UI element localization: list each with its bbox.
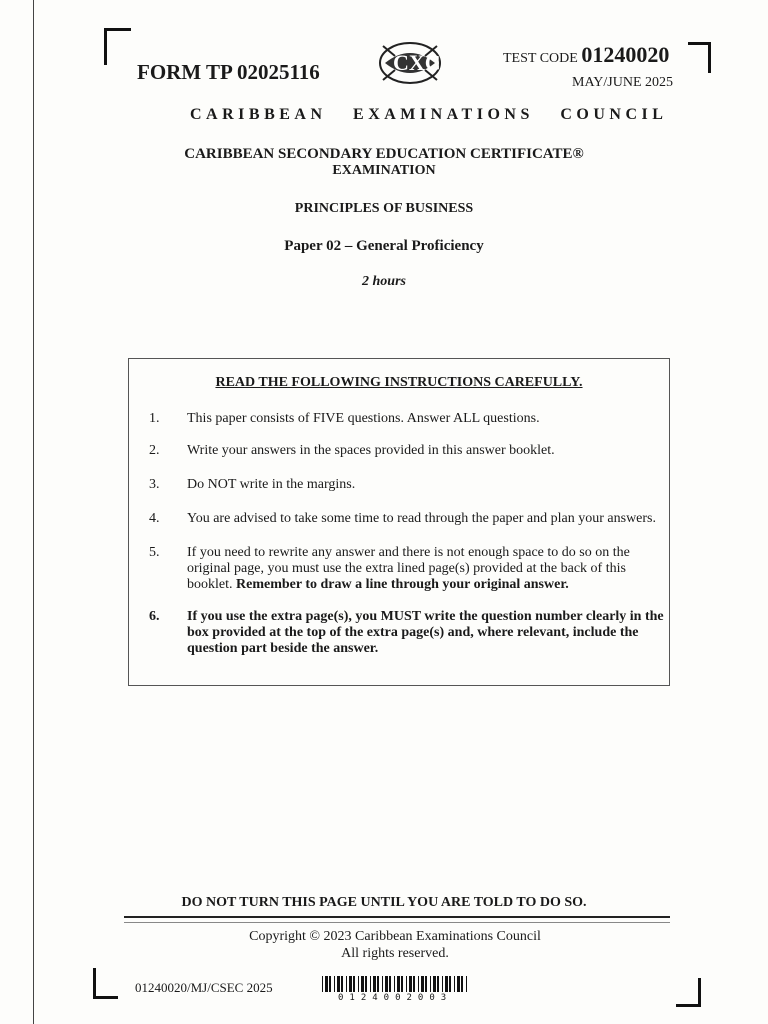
- certificate-subtitle: EXAMINATION: [332, 163, 436, 178]
- instruction-text: If you use the extra page(s), you MUST write the question number clearly in the box provided at the top of the extra page(s) and, where relevant, include the question part beside the answer.: [187, 609, 664, 656]
- do-not-turn-notice: DO NOT TURN THIS PAGE UNTIL YOU ARE TOLD TO DO SO.: [181, 895, 587, 910]
- certificate-title: CARIBBEAN SECONDARY EDUCATION CERTIFICATE®: [184, 146, 584, 162]
- instruction-number: 5.: [149, 545, 160, 560]
- exam-session: MAY/JUNE 2025: [572, 75, 673, 90]
- instruction-text: This paper consists of FIVE questions. Answer ALL questions.: [187, 411, 540, 426]
- instructions-heading: READ THE FOLLOWING INSTRUCTIONS CAREFULLY.: [215, 375, 583, 390]
- svg-text:CXC: CXC: [393, 50, 441, 75]
- subject-title: PRINCIPLES OF BUSINESS: [294, 201, 474, 216]
- registration-mark-bottom-left: [93, 968, 118, 999]
- footer-divider: [124, 916, 670, 918]
- instruction-text-group: [187, 545, 669, 593]
- instruction-number: 3.: [149, 477, 160, 492]
- instruction-text: Do NOT write in the margins.: [187, 477, 356, 492]
- form-number: FORM TP 02025116: [137, 60, 320, 84]
- instruction-text: If you need to rewrite any answer and there is not enough space to do so on the original page, you must use the extra lined page(s) provided at the back of this booklet.: [187, 545, 630, 592]
- exam-duration: 2 hours: [362, 274, 406, 289]
- document-code: 01240020/MJ/CSEC 2025: [135, 980, 273, 995]
- instruction-text: You are advised to take some time to read through the paper and plan your answers.: [187, 511, 657, 526]
- copyright-notice: Copyright © 2023 Caribbean Examinations Council: [249, 929, 541, 944]
- instruction-number: 6.: [149, 609, 160, 624]
- test-code-value: 01240020: [581, 42, 670, 67]
- cxc-logo-icon: [375, 38, 445, 88]
- registration-mark-top-right: [688, 42, 711, 73]
- test-code: [503, 42, 669, 68]
- instruction-number: 1.: [149, 411, 160, 426]
- instruction-text: Write your answers in the spaces provided in this answer booklet.: [187, 443, 555, 458]
- test-code-label: TEST CODE: [503, 51, 578, 66]
- instruction-number: 4.: [149, 511, 160, 526]
- rights-notice: All rights reserved.: [341, 946, 449, 961]
- instruction-number: 2.: [149, 443, 160, 458]
- instruction-emphasis: Remember to draw a line through your original answer.: [236, 577, 569, 592]
- instructions-box: [128, 358, 670, 686]
- paper-title: Paper 02 – General Proficiency: [284, 238, 484, 254]
- registration-mark-bottom-right: [676, 978, 701, 1007]
- council-name: CARIBBEAN EXAMINATIONS COUNCIL: [190, 106, 668, 123]
- registration-mark-top-left: [104, 28, 131, 65]
- barcode-number: 0124002003: [338, 993, 453, 1003]
- footer-divider-thin: [124, 922, 670, 923]
